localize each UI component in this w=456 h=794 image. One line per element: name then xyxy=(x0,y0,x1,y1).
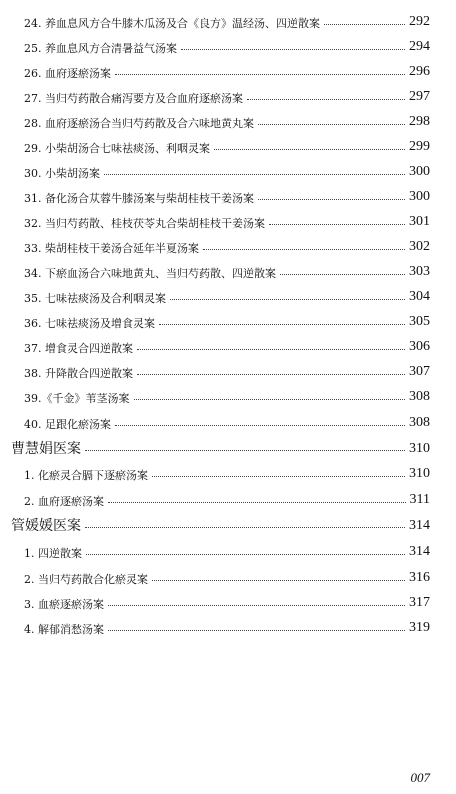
dot-leader xyxy=(258,124,405,125)
dot-leader xyxy=(203,249,405,250)
toc-entry-page: 294 xyxy=(409,39,430,54)
toc-entry xyxy=(24,537,430,559)
toc-entry xyxy=(24,82,430,104)
toc-entry-title: 40. 足跟化瘀汤案 xyxy=(24,418,111,431)
toc-entry xyxy=(24,232,430,254)
dot-leader xyxy=(280,274,405,275)
toc-entry-page: 301 xyxy=(409,214,430,229)
toc-entry-title: 34. 下瘀血汤合六味地黄丸、当归芍药散、四逆散案 xyxy=(24,267,276,280)
toc-entry-title: 2. 当归芍药散合化瘀灵案 xyxy=(24,573,148,586)
toc-entry xyxy=(24,282,430,304)
toc-entry-title: 33. 柴胡桂枝干姜汤合延年半夏汤案 xyxy=(24,242,199,255)
toc-entry xyxy=(24,307,430,329)
toc-section-title: 管媛媛医案 xyxy=(11,518,81,534)
dot-leader xyxy=(181,49,405,50)
dot-leader xyxy=(86,554,405,555)
dot-leader xyxy=(159,324,405,325)
toc-entry-page: 300 xyxy=(409,189,430,204)
toc-entry-title: 38. 升降散合四逆散案 xyxy=(24,367,133,380)
toc-entry xyxy=(24,485,430,507)
dot-leader xyxy=(108,502,406,503)
toc-entry-title: 2. 血府逐瘀汤案 xyxy=(24,495,104,508)
toc-entry-page: 298 xyxy=(409,114,430,129)
dot-leader xyxy=(134,399,406,400)
dot-leader xyxy=(85,450,405,451)
toc-entry-page: 304 xyxy=(409,289,430,304)
toc-entry xyxy=(24,32,430,54)
dot-leader xyxy=(115,425,405,426)
toc-entry-page: 303 xyxy=(409,264,430,279)
dot-leader xyxy=(137,374,405,375)
toc-entry-title: 24. 养血息风方合牛膝木瓜汤及合《良方》温经汤、四逆散案 xyxy=(24,17,320,30)
toc-entry xyxy=(24,408,430,430)
page-number: 007 xyxy=(410,770,430,785)
toc-entry-page: 308 xyxy=(409,389,430,404)
toc-entry-title: 32. 当归芍药散、桂枝茯苓丸合柴胡桂枝干姜汤案 xyxy=(24,217,265,230)
toc-entry-page: 314 xyxy=(409,544,430,559)
toc-entry xyxy=(24,563,430,585)
toc-entry-title: 1. 四逆散案 xyxy=(24,547,82,560)
dot-leader xyxy=(85,527,405,528)
toc-entry xyxy=(24,57,430,79)
toc-entry-title: 25. 养血息风方合清暑益气汤案 xyxy=(24,42,177,55)
toc-entry xyxy=(24,357,430,379)
dot-leader xyxy=(108,605,405,606)
toc-entry-title: 3. 血瘀逐瘀汤案 xyxy=(24,598,104,611)
dot-leader xyxy=(258,199,405,200)
toc-entry xyxy=(24,257,430,279)
toc-entry-title: 36. 七味祛痰汤及增食灵案 xyxy=(24,317,155,330)
toc-entry-title: 31. 备化汤合苁蓉牛膝汤案与柴胡桂枝干姜汤案 xyxy=(24,192,254,205)
toc-entry-page: 302 xyxy=(409,239,430,254)
toc-entry xyxy=(24,613,430,635)
toc-entry-page: 316 xyxy=(409,570,430,585)
toc-entry-title: 35. 七味祛痰汤及合利咽灵案 xyxy=(24,292,166,305)
toc-entry xyxy=(24,332,430,354)
toc-entry-title: 27. 当归芍药散合痛泻要方及合血府逐瘀汤案 xyxy=(24,92,243,105)
toc-section-title: 曹慧娟医案 xyxy=(11,441,81,457)
toc-entry-page: 305 xyxy=(409,314,430,329)
dot-leader xyxy=(269,224,405,225)
toc-entry-page: 308 xyxy=(409,415,430,430)
toc-entry xyxy=(24,382,430,404)
toc-entry-title: 39.《千金》苇茎汤案 xyxy=(24,392,130,405)
toc-entry xyxy=(24,7,430,29)
toc-entry-page: 307 xyxy=(409,364,430,379)
toc-entry xyxy=(24,182,430,204)
dot-leader xyxy=(115,74,405,75)
toc-section xyxy=(11,511,430,533)
dot-leader xyxy=(170,299,405,300)
toc-entry xyxy=(24,132,430,154)
dot-leader xyxy=(247,99,405,100)
toc-entry-page: 292 xyxy=(409,14,430,29)
toc-entry-page: 296 xyxy=(409,64,430,79)
toc-entry-title: 37. 增食灵合四逆散案 xyxy=(24,342,133,355)
toc-entry xyxy=(24,157,430,179)
toc-entry-page: 306 xyxy=(409,339,430,354)
toc-section xyxy=(11,434,430,456)
toc-entry-title: 29. 小柴胡汤合七味祛痰汤、利咽灵案 xyxy=(24,142,210,155)
dot-leader xyxy=(152,580,405,581)
toc-section-page: 310 xyxy=(409,441,430,456)
toc-entry-title: 30. 小柴胡汤案 xyxy=(24,167,100,180)
toc-entry-title: 28. 血府逐瘀汤合当归芍药散及合六味地黄丸案 xyxy=(24,117,254,130)
toc-entry-page: 299 xyxy=(409,139,430,154)
toc-entry-page: 317 xyxy=(409,595,430,610)
dot-leader xyxy=(104,174,405,175)
toc-entry-page: 310 xyxy=(409,466,430,481)
dot-leader xyxy=(214,149,405,150)
toc-entry-page: 300 xyxy=(409,164,430,179)
toc-entry xyxy=(24,588,430,610)
toc-section-page: 314 xyxy=(409,518,430,533)
toc-entry-page: 319 xyxy=(409,620,430,635)
dot-leader xyxy=(108,630,405,631)
toc-entry-title: 26. 血府逐瘀汤案 xyxy=(24,67,111,80)
toc-entry xyxy=(24,459,430,481)
toc-entry xyxy=(24,107,430,129)
dot-leader xyxy=(137,349,405,350)
toc-entry-page: 297 xyxy=(409,89,430,104)
toc-entry-page: 311 xyxy=(409,492,430,507)
toc-entry-title: 1. 化瘀灵合膈下逐瘀汤案 xyxy=(24,469,148,482)
dot-leader xyxy=(152,476,405,477)
dot-leader xyxy=(324,24,405,25)
toc-entry xyxy=(24,207,430,229)
toc-entry-title: 4. 解郁消愁汤案 xyxy=(24,623,104,636)
